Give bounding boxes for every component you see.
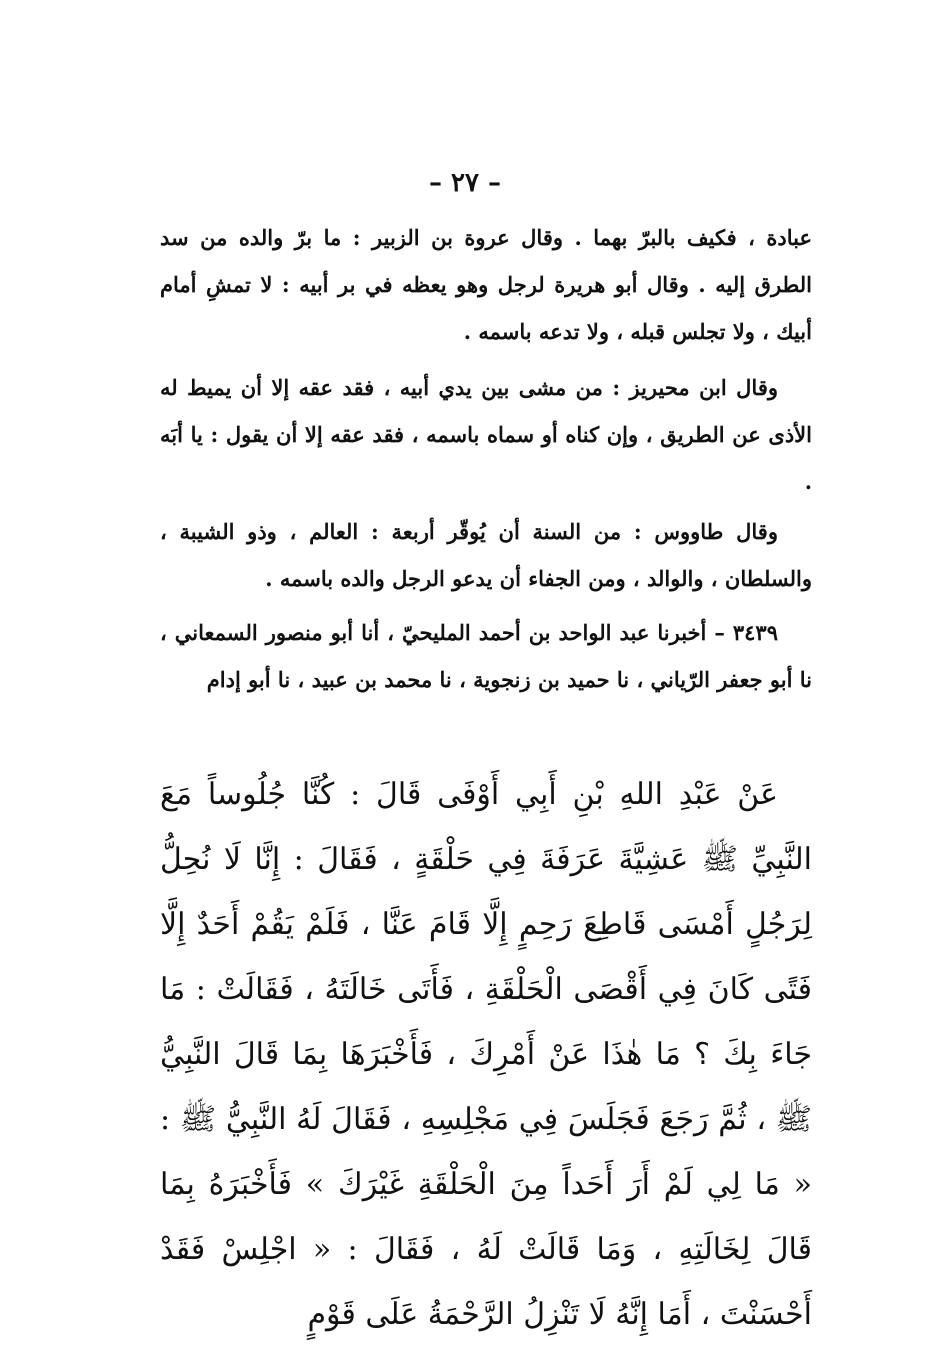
isnad-text: ٣٤٣٩ – أخبرنا عبد الواحد بن أحمد المليحيّ ، أنا أبو منصور السمعاني ، نا أبو جعفر الرّياني ، نا حميد بن زنجوية ، نا محمد بن عبيد ، نا أبو إدام <box>160 620 812 692</box>
paragraph-tawus <box>160 508 812 602</box>
paragraph-text: عبادة ، فكيف بالبرّ بهما . وقال عروة بن الزبير : ما برّ والده من سد الطرق إليه . وقال أبو هريرة لرجل وهو يعظه في بر أبيه : لا تمشِ أمام أبيك ، ولا تجلس قبله ، ولا تدعه باسمه . <box>160 225 812 344</box>
paragraph-isnad-3439 <box>160 609 812 703</box>
paragraph-text: وقال طاووس : من السنة أن يُوقّر أربعة : العالم ، وذو الشيبة ، والسلطان ، والوالد ، ومن الجفاء أن يدعو الرجل والده باسمه . <box>160 519 812 591</box>
paragraph-urwa-abu-hurayra <box>160 214 812 355</box>
paragraph-ibn-muhayriz <box>160 364 812 505</box>
page-number: – ٢٧ – <box>428 168 502 198</box>
hadith-text: عَنْ عَبْدِ اللهِ بْنِ أَبِي أَوْفَى قَالَ : كُنَّا جُلُوساً مَعَ النَّبِيِّ ﷺ عَشِيَّةَ عَرَفَةَ فِي حَلْقَةٍ ، فَقَالَ : إِنَّا لَا نُحِلُّ لِرَجُلٍ أَمْسَى قَاطِعَ رَحِمٍ إِلَّا قَامَ عَنَّا ، فَلَمْ يَقُمْ أَحَدٌ إِلَّا فَتًى كَانَ فِي أَقْصَى الْحَلْقَةِ ، فَأَتَى خَالَتَهُ ، فَقَالَتْ : مَا جَاءَ بِكَ ؟ مَا هٰذَا عَنْ أَمْرِكَ ، فَأَخْبَرَهَا بِمَا قَالَ النَّبِيُّ ﷺ ، ثُمَّ رَجَعَ فَجَلَسَ فِي مَجْلِسِهِ ، فَقَالَ لَهُ النَّبِيُّ ﷺ : « مَا لِي لَمْ أَرَ أَحَداً مِنَ الْحَلْقَةِ غَيْرَكَ » فَأَخْبَرَهُ بِمَا قَالَ لِخَالَتِهِ ، وَمَا قَالَتْ لَهُ ، فَقَالَ : « اجْلِسْ فَقَدْ أَحْسَنْتَ ، أَمَا إِنَّهُ لَا تَنْزِلُ الرَّحْمَةُ عَلَى قَوْمٍ <box>160 777 812 1332</box>
paragraph-text: وقال ابن محيريز : من مشى بين يدي أبيه ، فقد عقه إلا أن يميط له الأذى عن الطريق ، وإن كناه أو سماه باسمه ، فقد عقه إلا أن يقول : يا أبَه . <box>160 375 812 494</box>
paragraph-hadith-matn <box>160 762 812 1347</box>
